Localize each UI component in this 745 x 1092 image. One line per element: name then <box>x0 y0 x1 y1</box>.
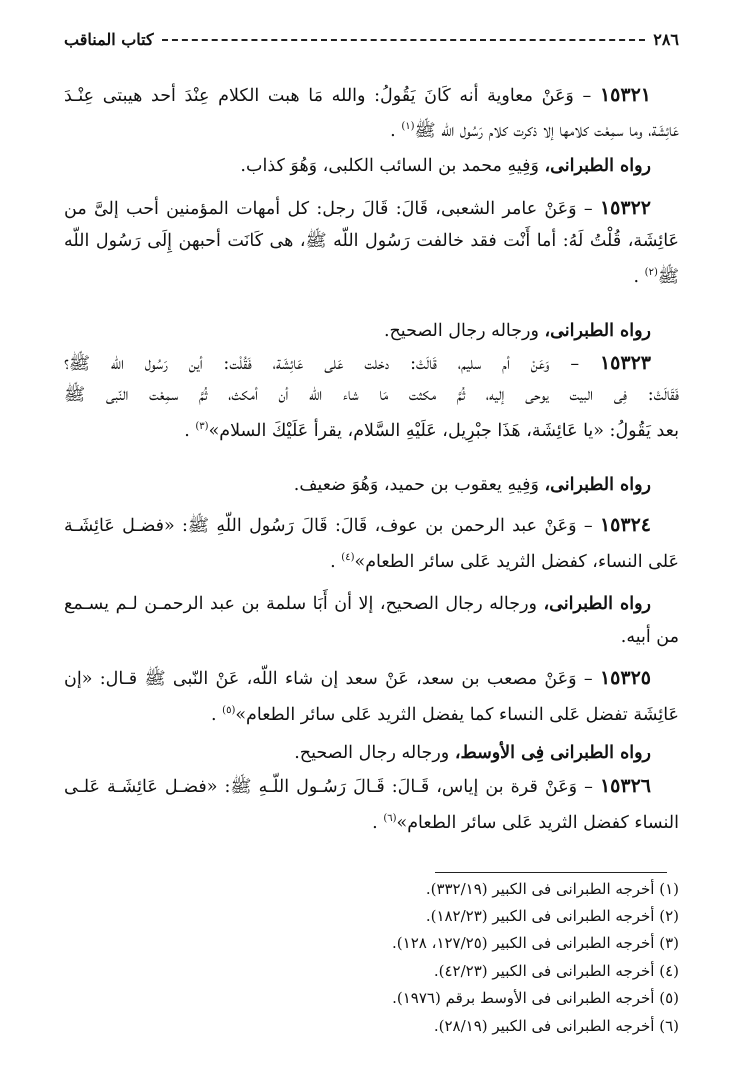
hadith-text: – وَعَنْ معاوية أنه كَانَ يَقُولُ: والله مَا هبت الكلام عِنْدَ أحد هيبتى عِنْـدَ <box>64 86 592 106</box>
footnote-6: (٦) أخرجه الطبرانى فى الكبير (٢٨/١٩). <box>433 1017 679 1035</box>
header-dash-divider <box>162 39 646 41</box>
hadith-15322-line-3 <box>64 260 679 290</box>
hadith-text: عَائِشَة، قُلْتُ لَهُ: أما أَنْت فقد خالفت رَسُول اللّه ﷺ، هى كَانَت أحبهن إِلَى رَسُول اللّه <box>64 231 679 251</box>
note-text: ورجاله رجال الصحيح. <box>294 743 455 763</box>
hadith-number: ١٥٣٢٦ <box>599 775 651 797</box>
period: . <box>633 266 640 287</box>
hadith-text: فَقَالَتْ: فِى البيت يوحى إليه، ثُمَّ مكثت مَا شاء اللّه أن أمكث، ثُمَّ سمِعْت النّبى ﷺ <box>64 385 679 405</box>
hadith-text: – وَعَنْ قرة بن إياس، قَـالَ: قَـالَ رَسُـول اللّـهِ ﷺ: «فضـل عَائِشَـة عَلـى <box>64 777 593 797</box>
footnote-divider <box>435 872 667 873</box>
hadith-number: ١٥٣٢٢ <box>599 197 651 219</box>
footnote-2: (٢) أخرجه الطبرانى فى الكبير (١٨٢/٢٣). <box>425 907 679 925</box>
hadith-number: ١٥٣٢٣ <box>599 352 651 374</box>
note-text: من أبيه. <box>620 627 679 647</box>
footnote-5: (٥) أخرجه الطبرانى فى الأوسط برقم (١٩٧٦). <box>392 989 679 1007</box>
hadith-number: ١٥٣٢٤ <box>599 514 651 536</box>
running-header <box>64 30 679 49</box>
hadith-text: – وَعَنْ عامر الشعبى، قَالَ: قَالَ رجل: كل أمهات المؤمنين أحب إلىَّ من <box>64 199 593 219</box>
note-text: وَفِيهِ يعقوب بن حميد، وَهُوَ ضعيف. <box>293 475 545 495</box>
note-text: ورجاله رجال الصحيح. <box>383 321 545 341</box>
footnote-4: (٤) أخرجه الطبرانى فى الكبير (٤٢/٢٣). <box>433 962 679 980</box>
hadith-text: عَلى النساء، كفضل الثريد عَلى سائر الطعام» <box>354 551 679 572</box>
period: . <box>211 704 217 725</box>
hadith-15323-line-2 <box>64 382 679 408</box>
period: . <box>330 551 336 572</box>
hadith-number: ١٥٣٢٥ <box>599 667 651 689</box>
note-text: ورجاله رجال الصحيح، إلا أن أَبَا سلمة بن عبد الرحمـن لـم يسـمع <box>64 594 544 614</box>
footnote-1: (١) أخرجه الطبرانى فى الكبير (٣٣٢/١٩). <box>425 880 679 898</box>
page-number: ٢٨٦ <box>653 30 679 49</box>
footnote-ref[interactable]: (٥) <box>222 705 236 716</box>
source-bold: رواه الطبرانى، <box>544 475 651 495</box>
hadith-15323-line-3 <box>64 414 679 444</box>
hadith-15321-line-2 <box>64 114 679 144</box>
hadith-15326-line-1 <box>64 773 679 800</box>
hadith-text: النساء كفضل الثريد عَلى سائر الطعام» <box>396 812 679 833</box>
footnote-ref[interactable]: (١) <box>401 121 415 132</box>
hadith-text: – وَعَنْ مصعب بن سعد، عَنْ سعد إن شاء اللّه، عَنْ النّبى ﷺ قـال: «إن <box>64 669 593 689</box>
source-bold: رواه الطبرانى فِى الأوسط، <box>454 743 651 763</box>
hadith-15322-line-1 <box>64 195 679 222</box>
hadith-15324-line-2 <box>64 545 679 575</box>
source-bold: رواه الطبرانى، <box>544 156 651 176</box>
footnote-ref[interactable]: (٢) <box>644 267 658 278</box>
hadith-15321-line-1 <box>64 82 679 109</box>
hadith-text: عَائِشَة تفضل عَلى النساء كما يفضل الثريد عَلى سائر الطعام» <box>235 704 679 725</box>
hadith-15326-line-2 <box>64 806 679 836</box>
hadith-text: ﷺ <box>657 266 679 287</box>
hadith-text: – وَعَنْ عبد الرحمن بن عوف، قَالَ: قَالَ رَسُول اللّهِ ﷺ: «فضـل عَائِشَـة <box>64 516 593 536</box>
narration-note-4 <box>64 591 679 617</box>
hadith-text: عَائِشَة، وما سمِعْت كلامها إلا ذكرت كلام رَسُول اللّه ﷺ <box>414 120 679 141</box>
source-bold: رواه الطبرانى، <box>543 594 651 614</box>
source-bold: رواه الطبرانى، <box>544 321 651 341</box>
narration-note-4-line-2 <box>64 624 679 650</box>
period: . <box>184 420 190 441</box>
hadith-text: – وَعَنْ أم سليم، قَالَتْ: دخلت عَلى عَائِشَة، فَقُلْت: أين رَسُول اللّه ﷺ؟ <box>64 354 580 374</box>
chapter-title: كتاب المناقب <box>64 30 154 49</box>
narration-note-5 <box>64 740 679 766</box>
hadith-number: ١٥٣٢١ <box>599 84 651 106</box>
hadith-15325-line-2 <box>64 698 679 728</box>
narration-note-2 <box>64 318 679 344</box>
narration-note-1 <box>64 153 679 179</box>
note-text: وَفِيهِ محمد بن السائب الكلبى، وَهُوَ كذاب. <box>240 156 545 176</box>
hadith-15322-line-2 <box>64 228 679 254</box>
period: . <box>372 812 378 833</box>
period: . <box>390 120 396 141</box>
footnote-ref[interactable]: (٦) <box>383 813 397 824</box>
footnote-3: (٣) أخرجه الطبرانى فى الكبير (١٢٧/٢٥، ١٢٨). <box>392 934 679 952</box>
hadith-text: بعد يَقُولُ: «يا عَائِشَة، هَذَا جبْرِيل، عَلَيْهِ السَّلام، يقرأ عَلَيْكَ السلام» <box>208 420 679 441</box>
footnote-ref[interactable]: (٣) <box>195 421 209 432</box>
narration-note-3 <box>64 472 679 498</box>
hadith-15325-line-1 <box>64 665 679 692</box>
hadith-15323-line-1 <box>64 350 679 377</box>
hadith-15324-line-1 <box>64 512 679 539</box>
footnote-ref[interactable]: (٤) <box>341 552 355 563</box>
